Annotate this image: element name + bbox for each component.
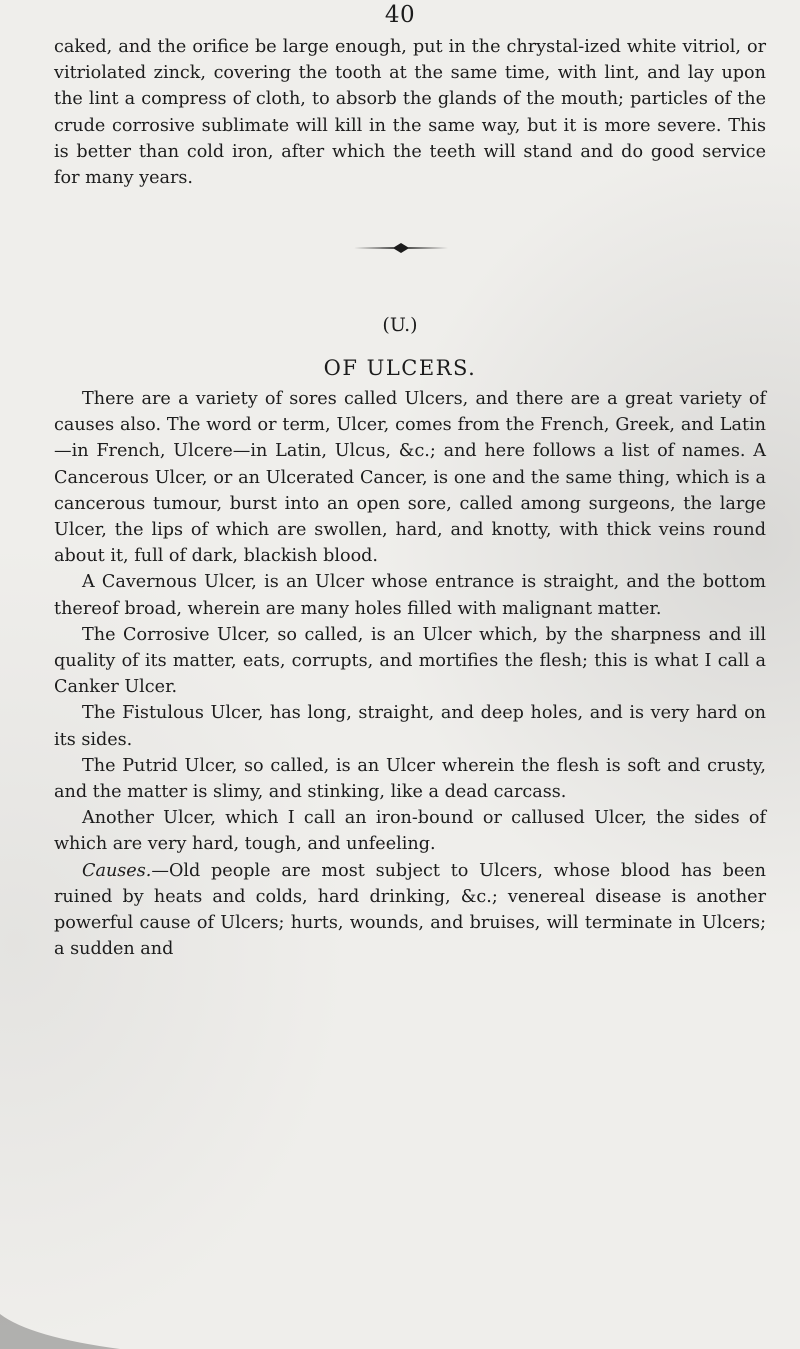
paragraph-fistulous-ulcer: The Fistulous Ulcer, has long, straight, and deep holes, and is very hard on its sides. xyxy=(54,703,766,750)
continued-paragraph xyxy=(54,34,766,191)
page-number: 40 xyxy=(384,2,416,28)
paragraph-corrosive-ulcer: The Corrosive Ulcer, so called, is an Ulcer which, by the sharpness and ill quality of its matter, eats, corrupts, and mortifies the flesh; this is what I call a Canker Ulcer. xyxy=(54,624,766,698)
paragraph-text: caked, and the orifice be large enough, put in the chrystal-ized white vitriol, or vitriolated zinck, covering the tooth at the same time, with lint, and lay upon the lint a compress of cloth, to absorb the glands of the mouth; particles of the crude corrosive sublimate will kill in the same way, but it is more severe. This is better than cold iron, after which the teeth will stand and do good service for many years. xyxy=(54,37,766,189)
section-label: (U.) xyxy=(382,314,418,336)
causes-text: —Old people are most subject to Ulcers, whose blood has been ruined by heats and colds, hard drinking, &c.; venereal disease is another powerful cause of Ulcers; hurts, wounds, and bruises, will terminate in Ulcers; a sudden and xyxy=(54,860,766,960)
main-text xyxy=(54,386,766,962)
paragraph-cavernous-ulcer: A Cavernous Ulcer, is an Ulcer whose entrance is straight, and the bottom thereof broad, wherein are many holes filled with malignant matter. xyxy=(54,572,766,619)
paragraph-intro: There are a variety of sores called Ulcers, and there are a great variety of causes also. The word or term, Ulcer, comes from the French, Greek, and Latin—in French, Ulcere—in Latin, Ulcus, &c.; and here follows a list of names. A Cancerous Ulcer, or an Ulcerated Cancer, is one and the same thing, which is a cancerous tumour, burst into an open sore, called among surgeons, the large Ulcer, the lips of which are swollen, hard, and knotty, with thick veins round about it, full of dark, blackish blood. xyxy=(54,389,766,567)
causes-label: Causes. xyxy=(82,860,152,881)
section-heading: OF ULCERS. xyxy=(323,356,477,380)
paragraph-causes xyxy=(54,858,766,963)
paragraph-putrid-ulcer: The Putrid Ulcer, so called, is an Ulcer wherein the flesh is soft and crusty, and the matter is slimy, and stinking, like a dead carcass. xyxy=(54,755,766,803)
section-divider-ornament xyxy=(352,240,450,256)
page-corner-shadow xyxy=(0,1289,120,1349)
paragraph-callused-ulcer: Another Ulcer, which I call an iron-bound or callused Ulcer, the sides of which are very hard, tough, and unfeeling. xyxy=(54,808,766,855)
